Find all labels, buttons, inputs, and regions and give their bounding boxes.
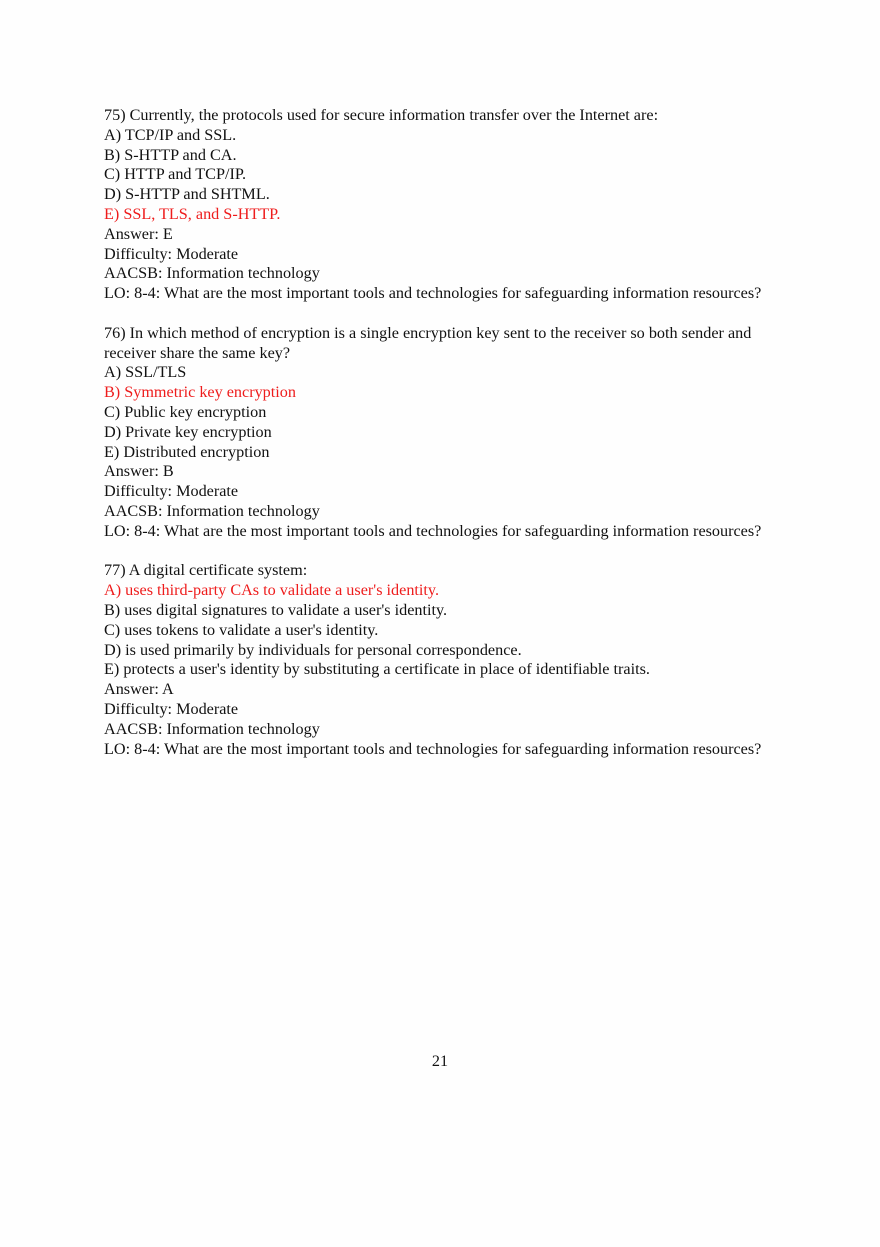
option-e: E) Distributed encryption	[104, 442, 270, 461]
question-list	[104, 106, 784, 779]
option-e: E) protects a user's identity by substituting a certificate in place of identifiable traits.	[104, 660, 650, 679]
answer-line: Answer: A	[104, 680, 174, 699]
aacsb-line: AACSB: Information technology	[104, 719, 320, 738]
difficulty-line: Difficulty: Moderate	[104, 482, 239, 501]
learning-objective-line: LO: 8-4: What are the most important tools and technologies for safeguarding information resources?	[104, 521, 762, 540]
page-number: 21	[431, 1052, 449, 1070]
option-b-correct: B) Symmetric key encryption	[104, 383, 296, 402]
difficulty-line: Difficulty: Moderate	[104, 699, 239, 718]
option-c: C) HTTP and TCP/IP.	[104, 165, 247, 184]
option-b: B) uses digital signatures to validate a user's identity.	[104, 600, 448, 619]
option-c: C) uses tokens to validate a user's identity.	[104, 620, 379, 639]
option-d: D) S-HTTP and SHTML.	[104, 185, 270, 204]
question-75	[104, 106, 784, 304]
option-a: A) TCP/IP and SSL.	[104, 125, 237, 144]
answer-line: Answer: B	[104, 462, 174, 481]
option-d: D) is used primarily by individuals for personal correspondence.	[104, 640, 522, 659]
option-c: C) Public key encryption	[104, 402, 267, 421]
option-a: A) SSL/TLS	[104, 363, 187, 382]
question-stem: 75) Currently, the protocols used for secure information transfer over the Internet are:	[104, 106, 659, 124]
answer-line: Answer: E	[104, 224, 173, 243]
learning-objective-line: LO: 8-4: What are the most important tools and technologies for safeguarding information resources?	[104, 739, 762, 758]
question-77	[104, 561, 784, 759]
option-d: D) Private key encryption	[104, 422, 272, 441]
question-stem: 77) A digital certificate system:	[104, 561, 308, 580]
option-e-correct: E) SSL, TLS, and S-HTTP.	[104, 204, 281, 223]
question-stem: 76) In which method of encryption is a single encryption key sent to the receiver so both sender and receiver share the same key?	[104, 323, 752, 362]
learning-objective-line: LO: 8-4: What are the most important tools and technologies for safeguarding information resources?	[104, 284, 762, 303]
option-b: B) S-HTTP and CA.	[104, 145, 237, 164]
difficulty-line: Difficulty: Moderate	[104, 244, 239, 263]
aacsb-line: AACSB: Information technology	[104, 264, 320, 283]
aacsb-line: AACSB: Information technology	[104, 501, 320, 520]
question-76	[104, 324, 784, 542]
option-a-correct: A) uses third-party CAs to validate a user's identity.	[104, 581, 439, 600]
